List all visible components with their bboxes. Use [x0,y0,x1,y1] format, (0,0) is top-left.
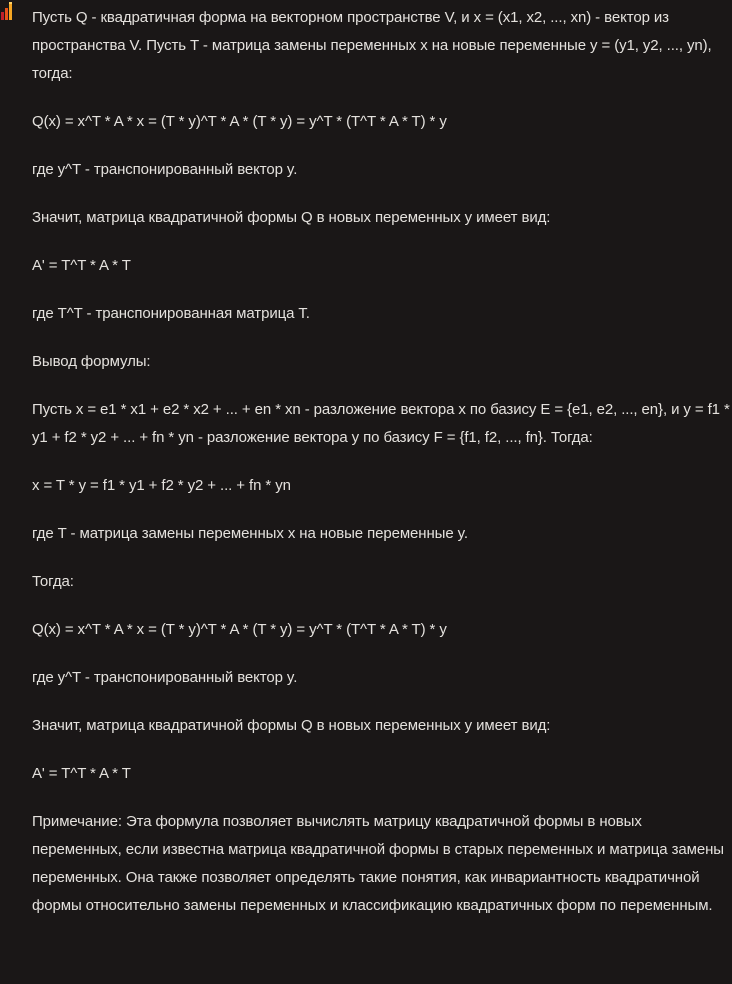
message-paragraph-note: Примечание: Эта формула позволяет вычислять матрицу квадратичной формы в новых переменных, если известна матрица квадратичной формы в старых переменных и матрица замены переменных. Она также позволяет определять такие понятия, как инвариантность квадратичной формы относительно замены переменных и классификацию квадратичных форм по переменным. [32,813,724,914]
formula-a-prime: A' = T^T * A * T [32,257,131,274]
formula-q-transform-2: Q(x) = x^T * A * x = (T * y)^T * A * (T * y) = y^T * (T^T * A * T) * y [32,621,447,638]
bot-logo-icon-graphic [0,2,13,22]
message-paragraph-therefore: Значит, матрица квадратичной формы Q в новых переменных y имеет вид: [32,209,551,226]
message-paragraph-intro: Пусть Q - квадратичная форма на векторном пространстве V, и x = (x1, x2, ..., xn) - вектор из пространства V. Пусть T - матрица замены переменных x на новые переменные y = (y1, y2, ..., yn), тогда: [32,9,712,82]
message-paragraph-t-note: где T - матрица замены переменных x на новые переменные y. [32,525,468,542]
message-paragraph-therefore-2: Значит, матрица квадратичной формы Q в новых переменных y имеет вид: [32,717,551,734]
section-heading-derivation: Вывод формулы: [32,353,151,370]
message-paragraph-then: Тогда: [32,573,74,590]
assistant-message [32,4,732,920]
formula-x-ty: x = T * y = f1 * y1 + f2 * y2 + ... + fn * yn [32,477,291,494]
bot-logo-icon [0,2,13,22]
formula-a-prime-2: A' = T^T * A * T [32,765,131,782]
message-paragraph-yt-note-2: где y^T - транспонированный вектор y. [32,669,298,686]
message-paragraph-yt-note: где y^T - транспонированный вектор y. [32,161,298,178]
message-paragraph-basis: Пусть x = e1 * x1 + e2 * x2 + ... + en * xn - разложение вектора x по базису E = {e1, e2, ..., en}, и y = f1 * y1 + f2 * y2 + ... + fn * yn - разложение вектора y по базису F = {f1, f2, ..., fn}. Тогда: [32,401,730,446]
formula-q-transform: Q(x) = x^T * A * x = (T * y)^T * A * (T * y) = y^T * (T^T * A * T) * y [32,113,447,130]
message-paragraph-tt-note: где T^T - транспонированная матрица T. [32,305,310,322]
